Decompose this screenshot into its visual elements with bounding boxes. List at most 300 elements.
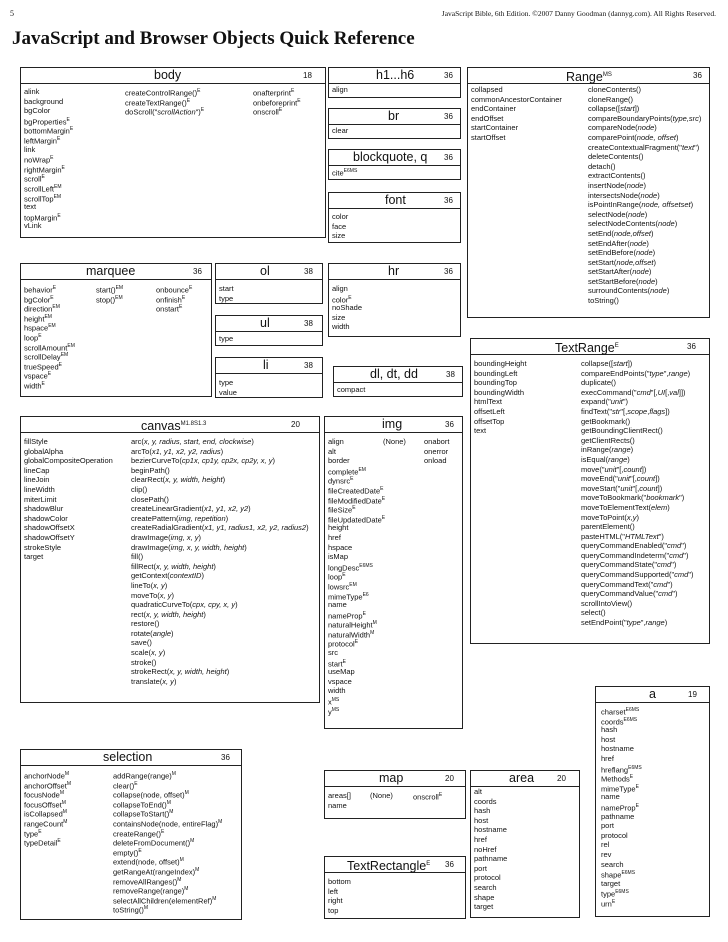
object-name: body xyxy=(154,68,182,82)
font-object-box xyxy=(328,192,461,243)
member-entry: onafterprint$^E$ xyxy=(253,88,295,98)
member-entry: charset$^{E6MS}$ xyxy=(601,707,640,717)
member-entry: move("unit"[,count]) xyxy=(581,464,647,474)
member-entry: bgColor$^E$ xyxy=(24,294,54,305)
page-ref: 36 xyxy=(444,153,453,162)
member-entry: stop()$^{EM}$ xyxy=(96,294,123,305)
member-entry: containsNode(node, entireFlag)$^M$ xyxy=(113,818,223,829)
member-entry: nameProp$^E$ xyxy=(328,610,366,621)
member-entry: offsetTop xyxy=(474,416,505,426)
member-entry: Methods$^E$ xyxy=(601,774,634,784)
properties-list xyxy=(328,437,385,715)
member-entry: beginPath() xyxy=(131,465,170,475)
properties-list xyxy=(332,284,362,332)
page-ref: 38 xyxy=(304,319,313,328)
member-entry: setStartAfter(node) xyxy=(588,267,652,277)
methods-list xyxy=(96,284,123,303)
member-entry: drawImage(img, x, y) xyxy=(131,532,202,542)
member-entry: value xyxy=(219,387,237,397)
object-name: area xyxy=(509,771,535,785)
member-entry: right xyxy=(328,896,343,906)
ol-object-box xyxy=(215,263,323,304)
object-name: font xyxy=(385,193,406,207)
methods-list xyxy=(588,85,701,306)
member-entry: onbounce$^E$ xyxy=(156,285,193,295)
member-entry: complete$^{EM}$ xyxy=(328,466,366,477)
member-entry: compareBoundaryPoints(type,src) xyxy=(588,113,702,123)
member-entry: miterLimit xyxy=(24,494,57,504)
member-entry: rev xyxy=(601,849,612,859)
ul-object-box xyxy=(215,315,323,346)
member-entry: scrollAmount$^{EM}$ xyxy=(24,342,75,353)
member-entry: htmlText xyxy=(474,397,502,407)
properties-list xyxy=(328,877,351,915)
member-entry: src xyxy=(328,648,338,658)
member-entry: type xyxy=(219,378,234,387)
member-entry: background xyxy=(24,96,64,106)
h1-h6-object-box xyxy=(328,67,461,98)
member-entry: pathname xyxy=(601,811,635,821)
member-entry: host xyxy=(601,734,616,744)
member-entry: collapse(node, offset)$^M$ xyxy=(113,790,189,800)
member-entry: nameProp$^E$ xyxy=(601,802,639,813)
object-name: Range$^{MS}$ xyxy=(566,70,612,85)
member-entry: bottomMargin$^E$ xyxy=(24,126,74,136)
member-entry: start xyxy=(219,284,234,293)
member-entry: selectAllChildren(elementRef)$^M$ xyxy=(113,895,217,906)
member-entry: width xyxy=(332,322,350,332)
member-entry: fileModifiedDate$^E$ xyxy=(328,495,386,506)
member-entry: hostname xyxy=(601,744,634,754)
member-entry: onbeforeprint$^E$ xyxy=(253,97,301,108)
object-name: hr xyxy=(388,264,400,278)
member-entry: expand("unit") xyxy=(581,397,629,407)
member-entry: shape xyxy=(474,892,495,902)
page-ref: 36 xyxy=(444,112,453,121)
member-entry: $x^{MS}$ xyxy=(328,697,340,707)
page-title: JavaScript and Browser Objects Quick Reference xyxy=(12,28,415,49)
object-name: a xyxy=(649,687,656,701)
br-object-box xyxy=(328,108,461,139)
member-entry: createRadialGradient(x1, y1, radius1, x2, y2, radius2) xyxy=(131,523,309,533)
member-entry: clip() xyxy=(131,484,148,494)
member-entry: align xyxy=(332,85,348,94)
page-ref: 36 xyxy=(444,71,453,80)
properties-list xyxy=(337,385,365,395)
member-entry: compareEndPoints("type",range) xyxy=(581,368,691,378)
member-entry: dynsrc$^E$ xyxy=(328,476,354,486)
member-entry: scrollTop$^{EM}$ xyxy=(24,193,62,204)
member-entry: createLinearGradient(x1, y1, x2, y2) xyxy=(131,504,251,514)
member-entry: lineCap xyxy=(24,465,50,475)
member-entry: clearRect(x, y, width, height) xyxy=(131,475,226,485)
selection-object-box xyxy=(20,749,242,920)
textrectangle-object-box xyxy=(324,856,466,919)
member-entry: collapseToStart()$^M$ xyxy=(113,809,174,819)
member-entry: target xyxy=(601,878,621,888)
member-entry: closePath() xyxy=(131,494,169,504)
member-entry: lineWidth xyxy=(24,484,55,494)
member-entry: detach() xyxy=(588,161,616,171)
member-entry: mimeType$^{E6}$ xyxy=(328,591,369,601)
member-entry: setEnd(node,offset) xyxy=(588,228,654,238)
member-entry: search xyxy=(601,859,624,869)
img-object-box xyxy=(324,416,463,729)
member-entry: stroke() xyxy=(131,657,157,667)
properties-list xyxy=(24,284,75,390)
member-entry: boundingTop xyxy=(474,378,517,388)
member-entry: longDesc$^{E6MS}$ xyxy=(328,562,373,573)
page-ref: 36 xyxy=(445,420,454,429)
member-entry: cloneRange() xyxy=(588,94,634,104)
member-entry: globalAlpha xyxy=(24,446,64,456)
events-list xyxy=(424,437,449,466)
member-entry: onfinish$^E$ xyxy=(156,294,186,305)
member-entry: moveToElementText(elem) xyxy=(581,502,670,512)
page-ref: 36 xyxy=(444,196,453,205)
member-entry: left xyxy=(328,886,339,896)
member-entry: naturalHeight$^M$ xyxy=(328,620,377,630)
member-entry: urn$^E$ xyxy=(601,898,616,909)
member-entry: align xyxy=(332,284,348,293)
member-entry: startContainer xyxy=(471,123,519,133)
member-entry: getClientRects() xyxy=(581,435,635,445)
member-entry: height$^{EM}$ xyxy=(24,313,52,324)
member-entry: compareNode(node) xyxy=(588,123,657,133)
member-entry: loop$^E$ xyxy=(24,332,42,343)
member-entry: text xyxy=(474,426,487,436)
member-entry: naturalWidth$^M$ xyxy=(328,629,375,640)
member-entry: alt xyxy=(328,446,336,456)
properties-list xyxy=(24,87,73,231)
properties-list xyxy=(332,126,348,136)
member-entry: insertNode(node) xyxy=(588,180,646,190)
member-entry: face xyxy=(332,221,347,231)
member-entry: fillRect(x, y, width, height) xyxy=(131,561,216,571)
methods-list xyxy=(370,791,393,801)
properties-list xyxy=(332,85,348,95)
member-entry: save() xyxy=(131,638,152,648)
member-entry: focusOffset$^M$ xyxy=(24,799,66,810)
object-name: ul xyxy=(260,316,270,330)
member-entry: shape$^{E6MS}$ xyxy=(601,870,636,880)
member-entry: getBookmark() xyxy=(581,416,631,426)
member-entry: setEndPoint("type",range) xyxy=(581,618,668,628)
member-entry: rect(x, y, width, height) xyxy=(131,609,206,619)
member-entry: removeRange(range)$^M$ xyxy=(113,886,189,896)
marquee-object-box xyxy=(20,263,212,397)
member-entry: cite$^{E6MS}$ xyxy=(332,168,358,178)
member-entry: doScroll("scrollAction")$^E$ xyxy=(125,107,205,117)
member-entry: name xyxy=(601,792,620,802)
member-entry: endOffset xyxy=(471,113,504,123)
member-entry: strokeStyle xyxy=(24,542,62,552)
member-entry: surroundContents(node) xyxy=(588,286,670,296)
member-entry: anchorOffset$^M$ xyxy=(24,780,71,791)
properties-list xyxy=(332,167,357,177)
dl-dt-dd-object-box xyxy=(333,366,463,397)
member-entry: target xyxy=(24,552,44,562)
properties-list xyxy=(24,770,71,847)
page-ref: 20 xyxy=(291,420,300,429)
member-entry: queryCommandValue("cmd") xyxy=(581,589,678,599)
member-entry: trueSpeed$^E$ xyxy=(24,361,62,372)
methods-list xyxy=(113,770,222,914)
member-entry: anchorNode$^M$ xyxy=(24,771,70,781)
member-entry: scrollLeft$^{EM}$ xyxy=(24,183,62,194)
member-entry: getBoundingClientRect() xyxy=(581,426,663,436)
member-entry: size xyxy=(332,231,346,241)
member-entry: scrollIntoView() xyxy=(581,598,633,608)
member-entry: shadowColor xyxy=(24,513,68,523)
member-entry: restore() xyxy=(131,619,160,629)
body-object-box xyxy=(20,67,326,238)
member-entry: protocol$^E$ xyxy=(328,639,359,649)
member-entry: duplicate() xyxy=(581,378,617,388)
object-name: ol xyxy=(260,264,270,278)
member-entry: type xyxy=(219,293,234,303)
member-entry: boundingLeft xyxy=(474,368,518,378)
member-entry: height xyxy=(328,523,349,533)
member-entry: arc(x, y, radius, start, end, clockwise) xyxy=(131,437,254,446)
member-entry: fill() xyxy=(131,552,144,562)
member-entry: removeAllRanges()$^M$ xyxy=(113,876,182,887)
member-entry: fillStyle xyxy=(24,437,48,446)
member-entry: useMap xyxy=(328,667,355,677)
member-entry: scale(x, y) xyxy=(131,648,166,658)
object-name: marquee xyxy=(86,264,136,278)
member-entry: selectNodeContents(node) xyxy=(588,219,678,229)
properties-list xyxy=(219,378,237,397)
page-ref: 20 xyxy=(557,774,566,783)
member-entry: queryCommandState("cmd") xyxy=(581,560,677,570)
member-entry: findText("str"[,scope,flags]) xyxy=(581,406,670,416)
member-entry: hreflang$^{E6MS}$ xyxy=(601,764,642,775)
page-number: 5 xyxy=(10,9,14,18)
member-entry: fileCreatedDate$^E$ xyxy=(328,485,384,496)
member-entry: hostname xyxy=(474,825,507,835)
member-entry: rel xyxy=(601,840,610,850)
member-entry: bgProperties$^E$ xyxy=(24,116,70,127)
member-entry: moveToBookmark("bookmark") xyxy=(581,493,685,503)
member-entry: setEndAfter(node) xyxy=(588,238,649,248)
methods-list xyxy=(125,87,204,116)
member-entry: onscroll$^E$ xyxy=(413,792,443,802)
member-entry: queryCommandSupported("cmd") xyxy=(581,570,694,580)
member-entry: href xyxy=(474,834,487,844)
member-entry: createTextRange()$^E$ xyxy=(125,97,191,108)
page-ref: 20 xyxy=(445,774,454,783)
member-entry: hspace$^{EM}$ xyxy=(24,323,56,333)
member-entry: clear xyxy=(332,126,349,135)
events-list xyxy=(156,284,192,313)
blockquote-object-box xyxy=(328,149,461,180)
member-entry: noShade xyxy=(332,303,363,313)
member-entry: toString() xyxy=(588,296,619,306)
member-entry: deleteFromDocument()$^M$ xyxy=(113,838,195,848)
member-entry: pasteHTML("HTMLText") xyxy=(581,531,664,541)
events-list xyxy=(253,87,301,116)
member-entry: direction$^{EM}$ xyxy=(24,304,60,314)
member-entry: (None) xyxy=(370,791,393,800)
member-entry: comparePoint(node, offset) xyxy=(588,132,679,142)
member-entry: type$^{E6MS}$ xyxy=(601,889,629,899)
methods-list xyxy=(131,437,309,686)
member-entry: fileUpdatedDate$^E$ xyxy=(328,514,386,525)
member-entry: bottom xyxy=(328,877,351,886)
page-ref: 19 xyxy=(688,690,697,699)
member-entry: shadowOffsetX xyxy=(24,523,75,533)
member-entry: intersectsNode(node) xyxy=(588,190,660,200)
member-entry: name xyxy=(328,800,347,810)
member-entry: setStart(node,offset) xyxy=(588,257,656,267)
range-object-box xyxy=(467,67,710,318)
member-entry: moveToPoint(x,y) xyxy=(581,512,639,522)
member-entry: text xyxy=(24,202,37,212)
object-name: canvas$^{M1.8S1.3}$ xyxy=(141,419,207,434)
member-entry: queryCommandIndeterm("cmd") xyxy=(581,550,689,560)
page-ref: 36 xyxy=(221,753,230,762)
properties-list xyxy=(219,284,234,303)
member-entry: shadowBlur xyxy=(24,504,64,514)
member-entry: pathname xyxy=(474,854,508,864)
member-entry: createPattern(img, repetition) xyxy=(131,513,229,523)
member-entry: width$^E$ xyxy=(24,380,45,391)
member-entry: setStartBefore(node) xyxy=(588,276,658,286)
properties-list xyxy=(474,359,527,436)
member-entry: boundingWidth xyxy=(474,387,525,397)
page-ref: 36 xyxy=(444,267,453,276)
member-entry: noHref xyxy=(474,844,497,854)
member-entry: top xyxy=(328,905,339,915)
member-entry: lowsrc$^{EM}$ xyxy=(328,581,357,592)
member-entry: rightMargin$^E$ xyxy=(24,164,65,175)
member-entry: vLink xyxy=(24,221,42,231)
member-entry: startOffset xyxy=(471,132,506,142)
member-entry: $y^{MS}$ xyxy=(328,706,340,717)
member-entry: collapseToEnd()$^M$ xyxy=(113,799,171,810)
member-entry: extractContents() xyxy=(588,171,646,181)
member-entry: addRange(range)$^M$ xyxy=(113,771,176,781)
member-entry: onerror xyxy=(424,446,449,456)
member-entry: protocol xyxy=(601,830,628,840)
page-ref: 36 xyxy=(445,860,454,869)
object-name: br xyxy=(388,109,400,123)
member-entry: getRangeAt(rangeIndex)$^M$ xyxy=(113,866,200,877)
member-entry: name xyxy=(328,600,347,610)
member-entry: rangeCount$^M$ xyxy=(24,818,68,829)
member-entry: clear()$^E$ xyxy=(113,780,138,791)
member-entry: toString()$^M$ xyxy=(113,905,149,915)
member-entry: queryCommandText("cmd") xyxy=(581,579,673,589)
properties-list xyxy=(219,334,233,344)
member-entry: topMargin$^E$ xyxy=(24,212,61,223)
member-entry: bgColor xyxy=(24,106,51,116)
properties-list xyxy=(474,787,507,912)
member-entry: empty()$^E$ xyxy=(113,847,142,858)
member-entry: shadowOffsetY xyxy=(24,532,75,542)
member-entry: select() xyxy=(581,608,606,618)
member-entry: size xyxy=(332,312,346,322)
member-entry: align xyxy=(328,437,344,446)
methods-list xyxy=(581,359,693,628)
member-entry: bezierCurveTo(cp1x, cp1y, cp2x, cp2y, x, y) xyxy=(131,456,275,466)
member-entry: arcTo(x1, y1, x2, y2, radius) xyxy=(131,446,224,456)
member-entry: getContext(contextID) xyxy=(131,571,204,581)
page-ref: 38 xyxy=(304,361,313,370)
member-entry: selectNode(node) xyxy=(588,209,648,219)
member-entry: createControlRange()$^E$ xyxy=(125,88,201,98)
member-entry: alink xyxy=(24,87,40,96)
member-entry: setEndBefore(node) xyxy=(588,248,656,258)
properties-list xyxy=(24,437,113,562)
a-object-box xyxy=(595,686,710,917)
object-name: img xyxy=(382,417,403,431)
member-entry: typeDetail$^E$ xyxy=(24,838,61,848)
member-entry: fileSize$^E$ xyxy=(328,505,356,515)
member-entry: offsetLeft xyxy=(474,406,505,416)
member-entry: leftMargin$^E$ xyxy=(24,135,61,146)
member-entry: type$^E$ xyxy=(24,828,42,839)
member-entry: strokeRect(x, y, width, height) xyxy=(131,667,230,677)
member-entry: rotate(angle) xyxy=(131,628,174,638)
page-ref: 38 xyxy=(304,267,313,276)
member-entry: extend(node, offset)$^M$ xyxy=(113,857,184,867)
member-entry: coords xyxy=(474,796,497,806)
li-object-box xyxy=(215,357,323,398)
page-ref: 36 xyxy=(687,342,696,351)
member-entry: target xyxy=(474,902,494,912)
member-entry: queryCommandEnabled("cmd") xyxy=(581,541,687,551)
member-entry: createRange()$^E$ xyxy=(113,828,165,839)
member-entry: href xyxy=(601,753,614,763)
object-name: dl, dt, dd xyxy=(370,367,418,381)
member-entry: alt xyxy=(474,787,482,796)
member-entry: mimeType$^E$ xyxy=(601,783,639,794)
member-entry: areas[] xyxy=(328,791,351,800)
methods-list xyxy=(383,437,406,447)
member-entry: onload xyxy=(424,456,447,466)
member-entry: commonAncestorContainer xyxy=(471,94,562,104)
member-entry: port xyxy=(601,821,614,831)
copyright-notice: JavaScript Bible, 6th Edition. ©2007 Danny Goodman (dannyg.com). All Rights Reserved. xyxy=(441,9,716,18)
member-entry: hash xyxy=(474,806,491,816)
member-entry: search xyxy=(474,882,497,892)
events-list xyxy=(413,791,442,801)
member-entry: onscroll$^E$ xyxy=(253,107,283,117)
member-entry: collapsed xyxy=(471,85,503,94)
map-object-box xyxy=(324,770,466,819)
member-entry: href xyxy=(328,532,341,542)
member-entry: execCommand("cmd"[,UI[,val]]) xyxy=(581,387,686,397)
member-entry: collapse([start]) xyxy=(581,359,633,368)
member-entry: noWrap$^E$ xyxy=(24,155,54,165)
properties-list xyxy=(471,85,562,143)
object-name: TextRectangle$^E$ xyxy=(347,859,431,874)
object-name: li xyxy=(263,358,269,372)
member-entry: createContextualFragment("text") xyxy=(588,142,700,152)
member-entry: border xyxy=(328,456,350,466)
page-ref: 36 xyxy=(193,267,202,276)
member-entry: isCollapsed$^M$ xyxy=(24,809,67,819)
member-entry: loop$^E$ xyxy=(328,572,346,582)
member-entry: drawImage(img, x, y, width, height) xyxy=(131,542,247,552)
member-entry: vspace$^E$ xyxy=(24,371,52,381)
member-entry: quadraticCurveTo(cpx, cpy, x, y) xyxy=(131,600,238,610)
member-entry: focusNode$^M$ xyxy=(24,790,65,800)
member-entry: scrollDelay$^{EM}$ xyxy=(24,352,69,362)
member-entry: deleteContents() xyxy=(588,152,644,162)
